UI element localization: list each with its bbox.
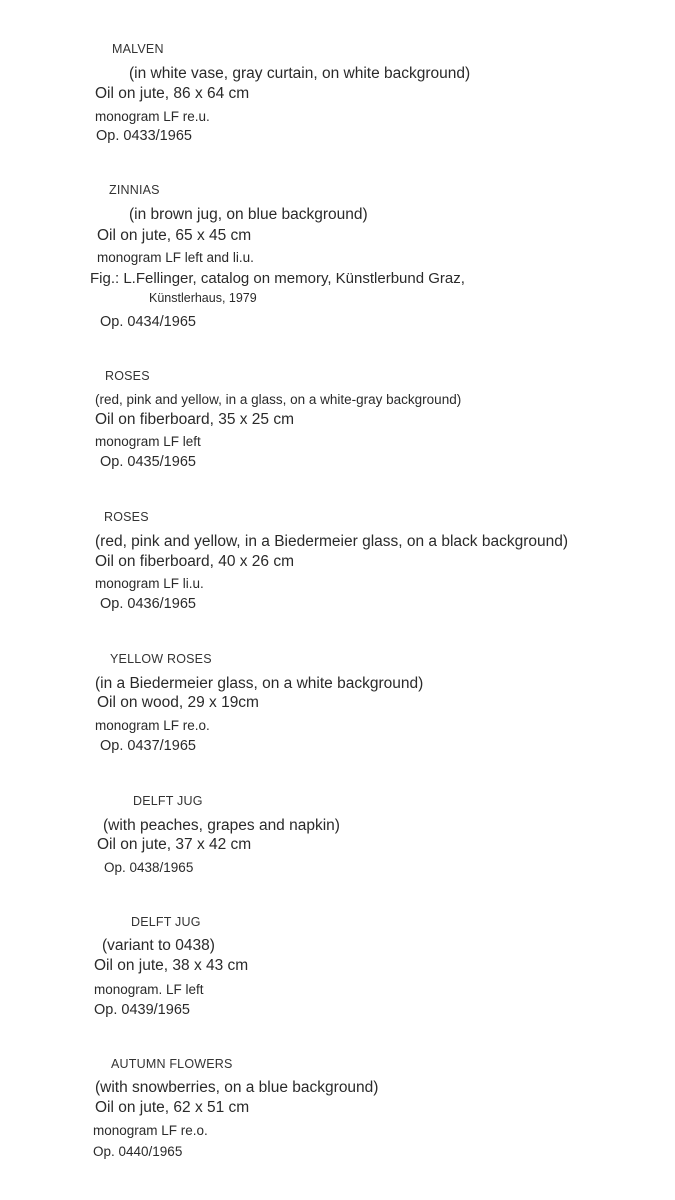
entry-medium: Oil on jute, 38 x 43 cm <box>94 957 249 974</box>
entry-medium: Oil on wood, 29 x 19cm <box>97 694 259 711</box>
entry-medium: Oil on fiberboard, 40 x 26 cm <box>95 553 295 570</box>
entry-description: (red, pink and yellow, in a Biedermeier glass, on a black background) <box>95 533 569 550</box>
entry-description: (with peaches, grapes and napkin) <box>103 817 340 834</box>
entry-title: DELFT JUG <box>133 794 203 808</box>
entry-medium: Oil on jute, 86 x 64 cm <box>95 85 250 102</box>
entry-medium: Oil on jute, 62 x 51 cm <box>95 1099 250 1116</box>
entry-monogram: monogram LF re.o. <box>93 1123 208 1138</box>
entry-title: YELLOW ROSES <box>110 652 212 666</box>
entry-description: (in white vase, gray curtain, on white background) <box>129 65 471 82</box>
entry-description: (in brown jug, on blue background) <box>129 206 368 223</box>
entry-title: ROSES <box>104 510 149 524</box>
entry-medium: Oil on jute, 65 x 45 cm <box>97 227 252 244</box>
entry-opus: Op. 0435/1965 <box>100 454 196 470</box>
entry-title: ROSES <box>105 369 150 383</box>
entry-opus: Op. 0436/1965 <box>100 596 196 612</box>
entry-monogram: monogram. LF left <box>94 982 204 997</box>
entry-title: ZINNIAS <box>109 183 160 197</box>
entry-monogram: monogram LF li.u. <box>95 576 204 591</box>
entry-monogram: monogram LF left <box>95 434 201 449</box>
entry-opus: Op. 0440/1965 <box>93 1144 183 1159</box>
entry-description: (in a Biedermeier glass, on a white background) <box>95 675 424 692</box>
entry-medium: Oil on fiberboard, 35 x 25 cm <box>95 411 295 428</box>
entry-opus: Op. 0437/1965 <box>100 738 196 754</box>
entry-title: MALVEN <box>112 42 164 56</box>
entry-description: (with snowberries, on a blue background) <box>95 1079 379 1096</box>
entry-opus: Op. 0439/1965 <box>94 1002 190 1018</box>
entry-description: (red, pink and yellow, in a glass, on a white-gray background) <box>95 392 462 407</box>
entry-title: AUTUMN FLOWERS <box>111 1057 233 1071</box>
entry-opus: Op. 0434/1965 <box>100 314 196 330</box>
entry-figure-reference: Fig.: L.Fellinger, catalog on memory, Künstlerbund Graz, <box>90 270 465 287</box>
entry-medium: Oil on jute, 37 x 42 cm <box>97 836 252 853</box>
entry-opus: Op. 0438/1965 <box>104 860 194 875</box>
entry-monogram: monogram LF re.u. <box>95 109 210 124</box>
entry-figure-reference-cont: Künstlerhaus, 1979 <box>149 291 257 305</box>
entry-opus: Op. 0433/1965 <box>96 128 192 144</box>
entry-title: DELFT JUG <box>131 915 201 929</box>
entry-description: (variant to 0438) <box>102 937 215 954</box>
entry-monogram: monogram LF left and li.u. <box>97 250 254 265</box>
entry-monogram: monogram LF re.o. <box>95 718 210 733</box>
